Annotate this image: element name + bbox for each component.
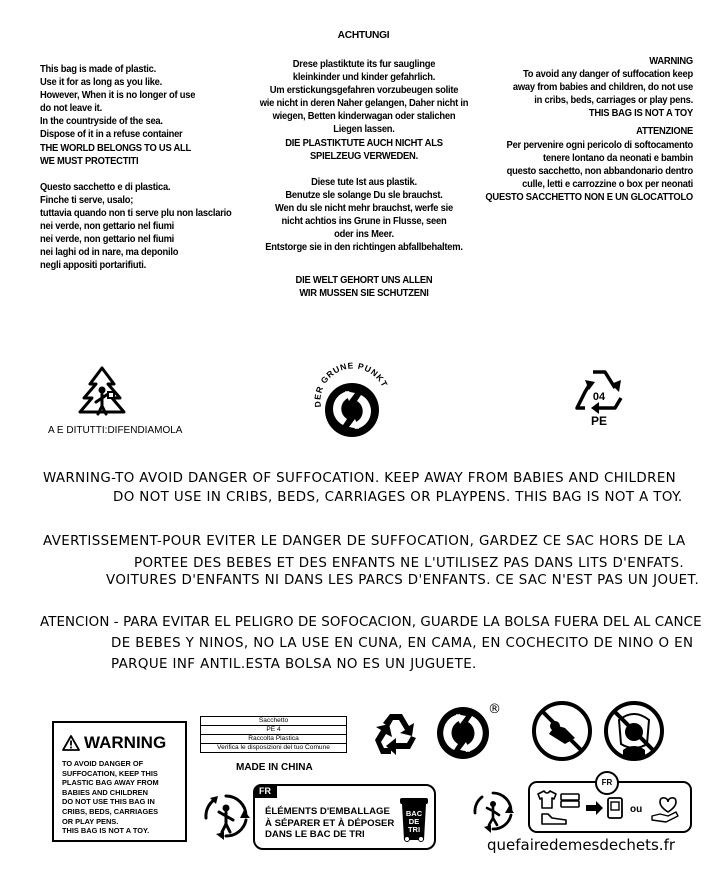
warning-english-line: DO NOT USE IN CRIBS, BEDS, CARRIAGES OR PLAYPENS. THIS BAG IS NOT A TOY. (113, 490, 683, 505)
text-line: However, When it is no longer of use (40, 90, 196, 102)
table-cell: Raccolta Plastica (201, 735, 347, 744)
text-line: wiegen, Betten kinderwagan oder stalichen (272, 111, 456, 123)
text-line: ATTENZIONE (636, 126, 693, 138)
warning-box-line: BABIES AND CHILDREN (62, 787, 148, 797)
made-in-label: MADE IN CHINA (236, 762, 313, 773)
text-line: do not leave it. (40, 103, 102, 115)
recycle-pe04-icon (573, 366, 625, 428)
tidy-man-icon (74, 364, 130, 420)
text-line: THE WORLD BELONGS TO US ALL (40, 142, 192, 154)
warning-box-line: SUFFOCATION, KEEP THIS (62, 768, 158, 778)
text-line: In the countryside of the sea. (40, 116, 163, 128)
warning-box-line: OR PLAY PENS. (62, 816, 119, 826)
warning-box-line: PLASTIC BAG AWAY FROM (62, 778, 159, 788)
green-dot-logo (436, 706, 490, 760)
warning-box-line: THIS BAG IS NOT A TOY. (62, 826, 150, 836)
bin-text-line: DE (408, 817, 420, 826)
text-line: Dispose of it in a refuse container (40, 129, 183, 141)
warning-box-line: CRIBS, BEDS, CARRIAGES (62, 806, 159, 816)
gruene-punkt-logo (309, 355, 395, 441)
text-line: SPIELZEUG VERWEDEN. (310, 150, 418, 162)
registered-mark: ® (488, 702, 501, 717)
table-cell: PE 4 (201, 726, 347, 735)
no-bag-on-head-icon (603, 700, 665, 762)
heart-hand-icon (652, 798, 678, 822)
warning-spanish-line: DE BEBES Y NINOS, NO LA USE EN CUNA, EN CAMA, EN COCHECITO DE NINO O EN (111, 636, 694, 651)
text-line: Entstorge sie in den richtingen abfallbehaltem. (265, 242, 463, 254)
text-line: Use it for as long as you like. (40, 77, 163, 89)
text-line: DIE WELT GEHORT UNS ALLEN (295, 275, 433, 287)
warning-english-line: WARNING-TO AVOID DANGER OF SUFFOCATION. KEEP AWAY FROM BABIES AND CHILDREN (43, 471, 677, 486)
page-title: ACHTUNGI (337, 30, 390, 41)
warning-triangle-icon (62, 735, 80, 751)
text-line: in cribs, beds, carriages or play pens. (534, 95, 693, 107)
text-line: WIR MUSSEN SIE SCHUTZENI (299, 288, 429, 300)
text-line: To avoid any danger of suffocation keep (522, 69, 693, 81)
sorting-bin-icon (398, 794, 430, 842)
no-bag-on-baby-icon (531, 700, 593, 762)
arrow-right-icon (586, 801, 603, 815)
text-line: This bag is made of plastic. (40, 64, 156, 75)
warning-spanish-line: ATENCION - PARA EVITAR EL PELIGRO DE SOFOCACION, GUARDE LA BOLSA FUERA DEL AL CANCE (40, 615, 702, 630)
tidy-man-caption: A E DITUTTI:DIFENDIAMOLA (48, 425, 183, 436)
text-line: Wen du sle nicht mehr brauchst, werfe sie (275, 202, 453, 214)
middle-column (250, 58, 478, 301)
text-line: tenere lontano da neonati e bambin (543, 152, 693, 164)
right-column (479, 55, 693, 204)
recycle-arrows-icon (371, 708, 421, 758)
text-line: Questo sacchetto e di plastica. (40, 181, 171, 193)
warning-spanish-line: PARQUE INF ANTIL.ESTA BOLSA NO ES UN JUGUETE. (111, 657, 477, 672)
text-line: Um erstickungsgefahren vorzubeugen solite (269, 85, 459, 97)
warning-french-line: AVERTISSEMENT-POUR EVITER LE DANGER DE SUFFOCATION, GARDEZ CE SAC HORS DE LA (43, 534, 686, 549)
text-line: negli appositi portarifiuti. (40, 260, 147, 272)
table-cell: Sacchetto (201, 717, 347, 726)
disposal-info-table (200, 716, 347, 753)
table-cell: Verifica le disposizioni del tuo Comune (201, 744, 347, 753)
warning-box (52, 721, 187, 842)
text-line: WE MUST PROTECTITI (40, 155, 139, 167)
bin-text-line: BAC (405, 809, 423, 818)
qfd-or-text: ou (630, 804, 643, 815)
text-line: Benutze sle solange Du sle brauchst. (285, 189, 443, 201)
warning-box-title: WARNING (84, 733, 167, 752)
warning-french-line: PORTEE DES BEBES ET DES ENFANTS NE L'UTILISEZ PAS DANS LITS D'ENFATS. (134, 556, 685, 571)
text-line: Finche ti serve, usalo; (40, 194, 134, 206)
text-line: Diese tute Ist aus plastik. (311, 176, 417, 188)
left-column (40, 63, 270, 272)
triman-line: À SÉPARER ET À DÉPOSER (265, 817, 395, 829)
warning-box-line: DO NOT USE THIS BAG IN (62, 797, 155, 807)
text-line: Drese plastiktute its fur sauglinge (292, 59, 436, 70)
text-line: nicht achtios ins Grune in Flusse, seen (281, 216, 447, 228)
text-line: wie nicht in deren Naher gelangen, Daher nicht in (259, 98, 469, 110)
text-line: DIE PLASTIKTUTE AUCH NICHT ALS (285, 137, 443, 149)
text-line: QUESTO SACCHETTO NON E UN GLOCATTOLO (485, 191, 693, 203)
text-line: THIS BAG IS NOT A TOY (588, 108, 693, 120)
text-line: nei verde, non gettario nel fiumi (40, 221, 175, 233)
triman-country-tab: FR (253, 784, 277, 798)
container-icon (608, 798, 622, 818)
tshirt-icon (538, 791, 556, 808)
text-line: questo sacchetto, non abbandonario dentro (506, 165, 693, 177)
qfd-website-label: quefairedemesdechets.fr (487, 836, 676, 854)
text-line: oder ins Meer. (334, 229, 394, 241)
text-line: Liegen lassen. (333, 124, 395, 136)
shoe-icon (542, 814, 566, 824)
text-line: kleinkinder und kinder gefahrlich. (292, 72, 436, 84)
triman-instructions (265, 806, 394, 841)
gruene-punkt-arc-text: DER GRUNE PUNKT (312, 360, 391, 408)
text-line: WARNING (649, 56, 693, 67)
text-line: nei laghi od in nare, ma deponilo (40, 247, 179, 259)
triman-line: ÉLÉMENTS D'EMBALLAGE (265, 806, 390, 817)
warning-box-body (62, 759, 185, 836)
warning-box-line: TO AVOID DANGER OF (62, 759, 144, 768)
text-line: away from babies and children, do not use (512, 82, 693, 94)
recycle-material: PE (590, 414, 608, 428)
triman-small-icon (470, 788, 516, 834)
recycle-number: 04 (592, 391, 606, 403)
triman-icon (200, 790, 252, 842)
qfd-country-badge: FR (595, 771, 619, 795)
bin-text-line: TRI (407, 825, 421, 834)
warning-french-line: VOITURES D'ENFANTS NI DANS LES PARCS D'ENFANTS. CE SAC N'EST PAS UN JOUET. (106, 573, 700, 588)
linen-icon (561, 794, 579, 807)
text-line: nei verde, non gettario nel fiumi (40, 234, 175, 246)
warning-box-header (62, 733, 185, 753)
qfd-pictograms (534, 788, 686, 828)
text-line: culle, letti e carrozzine o box per neonati (522, 178, 693, 190)
triman-line: DANS LE BAC DE TRI (265, 829, 365, 840)
text-line: tuttavia quando non ti serve plu non lasclario (40, 207, 232, 219)
text-line: Per pervenire ogni pericolo di softocamento (506, 139, 693, 151)
